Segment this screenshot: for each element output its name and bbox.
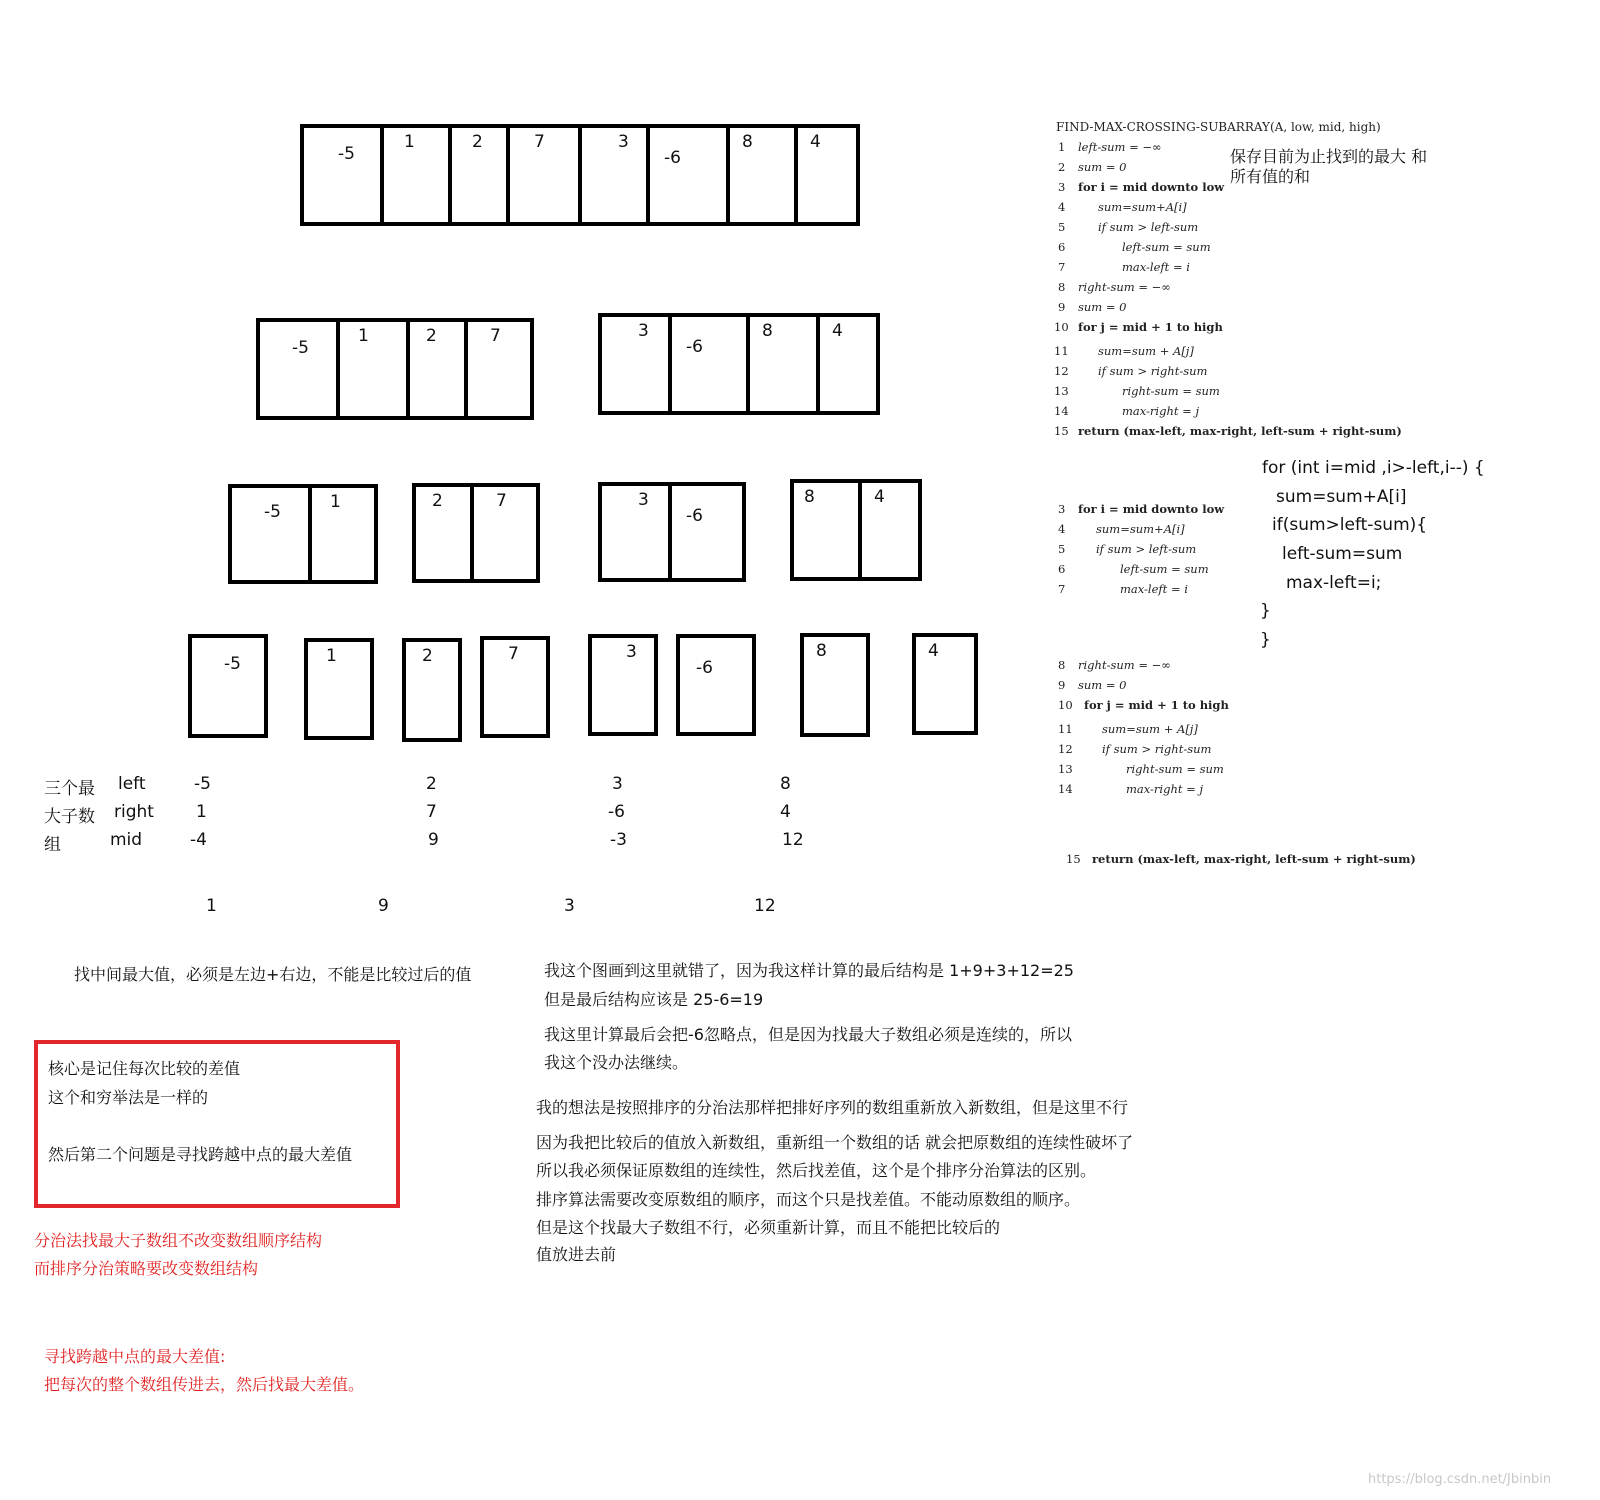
cell-value: -6 <box>686 506 703 526</box>
array-cell <box>750 317 820 411</box>
table-label-right: right <box>114 802 154 822</box>
cell-value: 7 <box>490 326 501 346</box>
pseudocode-annotation-2: 所有值的和 <box>1230 167 1311 186</box>
pseudocode-line: 14 max-right = j <box>1054 404 1200 418</box>
pseudocode-title: FIND-MAX-CROSSING-SUBARRAY(A, low, mid, high) <box>1056 120 1381 134</box>
pseudocode2-line: 5 if sum > left-sum <box>1058 542 1197 556</box>
total-value: 1 <box>206 896 217 916</box>
array-row-4-cell-4 <box>480 636 550 738</box>
cell-value: 1 <box>358 326 369 346</box>
idea-note-line: 但是这个找最大子数组不行，必须重新计算，而且不能把比较后的 <box>536 1218 1001 1237</box>
pseudocode-line: 10 for j = mid + 1 to high <box>1054 320 1223 334</box>
array-cell <box>416 487 474 579</box>
c-code-line: for (int i=mid ,i>-left,i--) { <box>1262 458 1485 478</box>
array-row-2-left <box>256 318 534 420</box>
cell-value: 3 <box>618 132 629 152</box>
array-row-3-group-3 <box>598 482 746 582</box>
array-cell <box>260 322 340 416</box>
watermark: https://blog.csdn.net/Jbinbin <box>1368 1472 1552 1487</box>
red-note-line: 分治法找最大子数组不改变数组顺序结构 <box>34 1231 323 1250</box>
array-cell <box>340 322 410 416</box>
pseudocode2-line: 9 sum = 0 <box>1058 678 1127 692</box>
pseudocode2-line: 11 sum=sum + A[j] <box>1058 722 1198 736</box>
array-row-4-cell-6 <box>676 634 756 736</box>
table-cell: 2 <box>426 774 437 794</box>
table-header-1: 三个最 <box>44 779 95 799</box>
idea-note-line: 所以我必须保证原数组的连续性，然后找差值，这个是个排序分治算法的区别。 <box>536 1161 1097 1180</box>
array-row-4-cell-1 <box>188 634 268 738</box>
cell-value: 7 <box>496 491 507 511</box>
array-cell <box>730 128 798 222</box>
table-cell: 12 <box>782 830 804 850</box>
pseudocode-line: 1 left-sum = −∞ <box>1058 140 1162 154</box>
array-row-3-group-4 <box>790 479 922 581</box>
idea-note-line: 值放进去前 <box>536 1245 617 1264</box>
cell-value: 8 <box>804 487 815 507</box>
array-cell <box>510 128 582 222</box>
pseudocode-line: 6 left-sum = sum <box>1058 240 1211 254</box>
array-row-3-group-2 <box>412 483 540 583</box>
table-cell: 3 <box>612 774 623 794</box>
pseudocode2-line: 15 return (max-left, max-right, left-sum + right-sum) <box>1066 852 1416 866</box>
red-note-line: 把每次的整个数组传进去，然后找最大差值。 <box>44 1375 365 1394</box>
pseudocode-line: 11 sum=sum + A[j] <box>1054 344 1194 358</box>
cell-value: -5 <box>292 338 309 358</box>
pseudocode2-line: 10 for j = mid + 1 to high <box>1058 698 1229 712</box>
array-row-4-cell-5 <box>588 634 658 736</box>
red-note-line: 而排序分治策略要改变数组结构 <box>34 1259 259 1278</box>
array-cell <box>384 128 452 222</box>
cell-value: 2 <box>422 646 433 666</box>
idea-note-line: 排序算法需要改变原数组的顺序，而这个只是找差值。不能动原数组的顺序。 <box>536 1190 1081 1209</box>
pseudocode-annotation-1: 保存目前为止找到的最大 和 <box>1230 147 1428 166</box>
array-cell <box>304 128 384 222</box>
cell-value: 7 <box>508 644 519 664</box>
table-cell: 1 <box>196 802 207 822</box>
c-code-line: left-sum=sum <box>1282 544 1403 564</box>
array-cell <box>862 483 918 577</box>
total-value: 9 <box>378 896 389 916</box>
error-note-line: 我这个图画到这里就错了，因为我这样计算的最后结构是 1+9+3+12=25 <box>544 961 1074 980</box>
c-code-line: sum=sum+A[i] <box>1276 487 1407 507</box>
pseudocode-line: 9 sum = 0 <box>1058 300 1127 314</box>
array-cell <box>312 488 374 580</box>
cell-value: 4 <box>832 321 843 341</box>
cell-value: -5 <box>224 654 241 674</box>
table-cell: -6 <box>608 802 625 822</box>
table-cell: 7 <box>426 802 437 822</box>
idea-note-line: 因为我把比较后的值放入新数组，重新组一个数组的话 就会把原数组的连续性破坏了 <box>536 1133 1134 1152</box>
table-cell: -4 <box>190 830 207 850</box>
pseudocode2-line: 4 sum=sum+A[i] <box>1058 522 1185 536</box>
array-cell <box>452 128 510 222</box>
red-note-line: 寻找跨越中点的最大差值: <box>44 1347 226 1366</box>
array-cell <box>672 486 742 578</box>
cell-value: 8 <box>816 641 827 661</box>
cell-value: 3 <box>626 642 637 662</box>
pseudocode-line: 2 sum = 0 <box>1058 160 1127 174</box>
array-cell <box>410 322 468 416</box>
array-cell <box>582 128 650 222</box>
table-label-left: left <box>118 774 146 794</box>
cell-value: 1 <box>404 132 415 152</box>
array-row-2-right <box>598 313 880 415</box>
pseudocode-line: 5 if sum > left-sum <box>1058 220 1199 234</box>
c-code-line: if(sum>left-sum){ <box>1272 515 1428 535</box>
table-header-3: 组 <box>44 835 61 855</box>
table-cell: -5 <box>194 774 211 794</box>
error-note-line: 我这个没办法继续。 <box>544 1053 689 1072</box>
array-cell <box>468 322 530 416</box>
array-row-4-cell-3 <box>402 638 462 742</box>
pseudocode2-line: 13 right-sum = sum <box>1058 762 1224 776</box>
array-cell <box>650 128 730 222</box>
array-row-4-cell-2 <box>304 638 374 740</box>
pseudocode2-line: 14 max-right = j <box>1058 782 1204 796</box>
pseudocode-line: 7 max-left = i <box>1058 260 1190 274</box>
cell-value: 1 <box>330 492 341 512</box>
pseudocode2-line: 6 left-sum = sum <box>1058 562 1209 576</box>
total-value: 12 <box>754 896 776 916</box>
cell-value: 3 <box>638 321 649 341</box>
core-note-line: 然后第二个问题是寻找跨越中点的最大差值 <box>48 1145 353 1164</box>
cell-value: 4 <box>928 641 939 661</box>
cell-value: -6 <box>696 658 713 678</box>
pseudocode-line: 4 sum=sum+A[i] <box>1058 200 1187 214</box>
core-note-line: 这个和穷举法是一样的 <box>48 1088 209 1107</box>
array-cell <box>672 317 750 411</box>
table-cell: 4 <box>780 802 791 822</box>
c-code-line: } <box>1260 630 1271 650</box>
cell-value: 2 <box>432 491 443 511</box>
array-cell <box>232 488 312 580</box>
idea-note-line: 我的想法是按照排序的分治法那样把排好序列的数组重新放入新数组，但是这里不行 <box>536 1098 1129 1117</box>
c-code-line: } <box>1260 601 1271 621</box>
array-row-4-cell-8 <box>912 633 978 735</box>
pseudocode-line: 12 if sum > right-sum <box>1054 364 1208 378</box>
table-cell: 8 <box>780 774 791 794</box>
cell-value: 2 <box>472 132 483 152</box>
cell-value: 2 <box>426 326 437 346</box>
cell-value: -6 <box>664 148 681 168</box>
error-note-line: 我这里计算最后会把-6忽略点，但是因为找最大子数组必须是连续的，所以 <box>544 1025 1072 1044</box>
pseudocode2-line: 12 if sum > right-sum <box>1058 742 1212 756</box>
table-header-2: 大子数 <box>44 807 95 827</box>
array-cell <box>602 317 672 411</box>
cell-value: 3 <box>638 490 649 510</box>
array-cell <box>794 483 862 577</box>
c-code-line: max-left=i; <box>1286 573 1382 593</box>
table-cell: 9 <box>428 830 439 850</box>
array-cell <box>602 486 672 578</box>
pseudocode-line: 13 right-sum = sum <box>1054 384 1220 398</box>
table-cell: -3 <box>610 830 627 850</box>
cell-value: 7 <box>534 132 545 152</box>
cell-value: 8 <box>742 132 753 152</box>
pseudocode2-line: 8 right-sum = −∞ <box>1058 658 1171 672</box>
array-row-4-cell-7 <box>800 633 870 737</box>
pseudocode2-line: 3 for i = mid downto low <box>1058 502 1225 516</box>
cell-value: -6 <box>686 337 703 357</box>
pseudocode-line: 8 right-sum = −∞ <box>1058 280 1171 294</box>
cell-value: -5 <box>264 502 281 522</box>
core-note-line: 核心是记住每次比较的差值 <box>48 1059 241 1078</box>
cell-value: 8 <box>762 321 773 341</box>
note-middle-max: 找中间最大值，必须是左边+右边，不能是比较过后的值 <box>74 965 472 984</box>
cell-value: -5 <box>338 144 355 164</box>
array-cell <box>820 317 876 411</box>
error-note-line: 但是最后结构应该是 25-6=19 <box>544 990 764 1009</box>
pseudocode2-line: 7 max-left = i <box>1058 582 1188 596</box>
array-cell <box>798 128 856 222</box>
cell-value: 4 <box>874 487 885 507</box>
array-cell <box>474 487 536 579</box>
array-row-1 <box>300 124 860 226</box>
cell-value: 4 <box>810 132 821 152</box>
pseudocode-line: 3 for i = mid downto low <box>1058 180 1225 194</box>
table-label-mid: mid <box>110 830 143 850</box>
pseudocode-line: 15 return (max-left, max-right, left-sum + right-sum) <box>1054 424 1402 438</box>
array-row-3-group-1 <box>228 484 378 584</box>
total-value: 3 <box>564 896 575 916</box>
cell-value: 1 <box>326 646 337 666</box>
